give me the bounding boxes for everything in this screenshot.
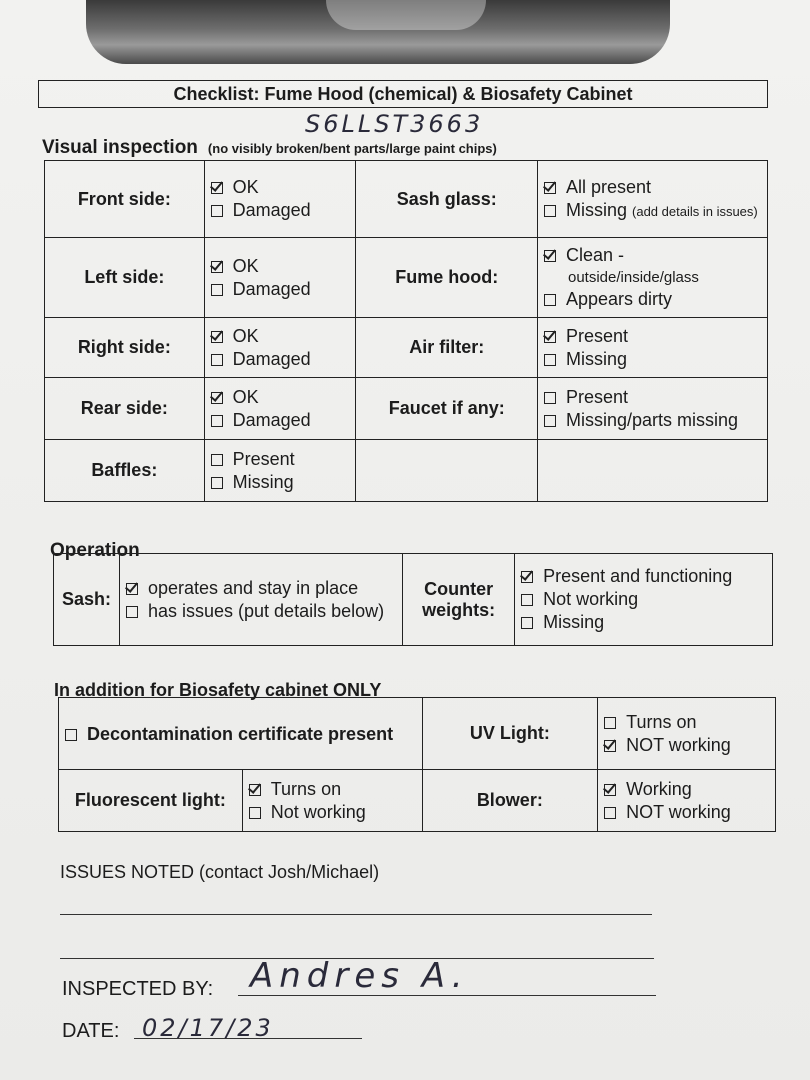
blower-not-working-option[interactable]: NOT working	[604, 801, 769, 824]
sash-glass-label: Sash glass:	[356, 161, 538, 238]
uv-turns-on-option[interactable]: Turns on	[604, 711, 769, 734]
blower-label: Blower:	[422, 770, 598, 832]
visual-inspection-note: (no visibly broken/bent parts/large paint chips)	[207, 141, 497, 156]
checkbox-checked-icon[interactable]	[211, 182, 223, 194]
table-row	[59, 698, 776, 770]
biosafety-table	[58, 697, 776, 832]
checkbox-icon[interactable]	[211, 205, 223, 217]
table-row	[59, 770, 776, 832]
cw-missing-option[interactable]: Missing	[521, 611, 766, 634]
fl-turns-on-option[interactable]: Turns on	[249, 778, 416, 801]
checkbox-checked-icon[interactable]	[544, 182, 556, 194]
clipboard-clip	[86, 0, 670, 64]
checkbox-checked-icon[interactable]	[604, 740, 616, 752]
serial-number-handwritten: S6LLST3663	[305, 110, 484, 138]
checkbox-checked-icon[interactable]	[604, 784, 616, 796]
faucet-missing-option[interactable]: Missing/parts missing	[544, 409, 761, 432]
rear-ok-option[interactable]: OK	[211, 386, 350, 409]
checkbox-icon[interactable]	[249, 807, 261, 819]
checkbox-checked-icon[interactable]	[544, 331, 556, 343]
fume-hood-clean-option[interactable]: Clean -	[544, 244, 761, 267]
checkbox-icon[interactable]	[211, 354, 223, 366]
table-row	[45, 378, 768, 440]
checkbox-icon[interactable]	[65, 729, 77, 741]
right-damaged-option[interactable]: Damaged	[211, 348, 350, 371]
blower-working-option[interactable]: Working	[604, 778, 769, 801]
checkbox-icon[interactable]	[544, 205, 556, 217]
faucet-present-option[interactable]: Present	[544, 386, 761, 409]
baffles-present-option[interactable]: Present	[211, 448, 350, 471]
front-damaged-option[interactable]: Damaged	[211, 199, 350, 222]
front-ok-option[interactable]: OK	[211, 176, 350, 199]
decon-certificate-option[interactable]: Decontamination certificate present	[65, 722, 416, 746]
baffles-missing-option[interactable]: Missing	[211, 471, 350, 494]
air-filter-label: Air filter:	[356, 318, 538, 378]
visual-inspection-table	[44, 160, 768, 502]
checkbox-icon[interactable]	[211, 477, 223, 489]
sash-glass-missing-option[interactable]: Missing (add details in issues)	[544, 199, 761, 223]
empty-cell	[356, 440, 538, 502]
checkbox-icon[interactable]	[211, 284, 223, 296]
rear-damaged-option[interactable]: Damaged	[211, 409, 350, 432]
right-side-label: Right side:	[45, 318, 205, 378]
baffles-label: Baffles:	[45, 440, 205, 502]
inspector-signature: Andres A.	[250, 956, 469, 996]
sash-operates-option[interactable]: operates and stay in place	[126, 577, 396, 600]
checkbox-icon[interactable]	[521, 594, 533, 606]
sash-label: Sash:	[54, 554, 120, 646]
checkbox-icon[interactable]	[544, 392, 556, 404]
checkbox-checked-icon[interactable]	[521, 571, 533, 583]
uv-light-label: UV Light:	[422, 698, 598, 770]
checkbox-icon[interactable]	[544, 415, 556, 427]
counter-weights-label: Counter weights:	[403, 554, 515, 646]
operation-table	[53, 553, 773, 646]
table-row	[54, 554, 773, 646]
sash-glass-all-present-option[interactable]: All present	[544, 176, 761, 199]
checkbox-checked-icon[interactable]	[211, 392, 223, 404]
empty-cell	[537, 440, 767, 502]
cw-not-working-option[interactable]: Not working	[521, 588, 766, 611]
rear-side-label: Rear side:	[45, 378, 205, 440]
checkbox-checked-icon[interactable]	[126, 583, 138, 595]
checkbox-icon[interactable]	[211, 415, 223, 427]
issues-noted-label: ISSUES NOTED (contact Josh/Michael)	[60, 862, 380, 882]
checkbox-icon[interactable]	[126, 606, 138, 618]
date-label: DATE:	[62, 1020, 120, 1042]
checklist-title: Checklist: Fume Hood (chemical) & Biosafety Cabinet	[38, 80, 768, 108]
checkbox-icon[interactable]	[544, 294, 556, 306]
date-handwritten: 02/17/23	[142, 1014, 274, 1042]
right-ok-option[interactable]: OK	[211, 325, 350, 348]
front-side-label: Front side:	[45, 161, 205, 238]
fl-not-working-option[interactable]: Not working	[249, 801, 416, 824]
checkbox-checked-icon[interactable]	[249, 784, 261, 796]
left-side-label: Left side:	[45, 238, 205, 318]
checkbox-icon[interactable]	[521, 617, 533, 629]
checkbox-icon[interactable]	[544, 354, 556, 366]
uv-not-working-option[interactable]: NOT working	[604, 734, 769, 757]
left-ok-option[interactable]: OK	[211, 255, 350, 278]
air-filter-missing-option[interactable]: Missing	[544, 348, 761, 371]
checkbox-icon[interactable]	[604, 807, 616, 819]
issues-line-1[interactable]	[60, 914, 652, 915]
table-row	[45, 161, 768, 238]
fume-hood-label: Fume hood:	[356, 238, 538, 318]
fluorescent-light-label: Fluorescent light:	[59, 770, 243, 832]
table-row	[45, 238, 768, 318]
operation-heading: Operation	[50, 540, 140, 561]
faucet-label: Faucet if any:	[356, 378, 538, 440]
air-filter-present-option[interactable]: Present	[544, 325, 761, 348]
checkbox-icon[interactable]	[211, 454, 223, 466]
fume-hood-dirty-option[interactable]: Appears dirty	[544, 288, 761, 311]
sash-issues-option[interactable]: has issues (put details below)	[126, 600, 396, 623]
checkbox-icon[interactable]	[604, 717, 616, 729]
inspected-by-label: INSPECTED BY:	[62, 978, 214, 1000]
cw-present-option[interactable]: Present and functioning	[521, 565, 766, 588]
table-row	[45, 440, 768, 502]
biosafety-heading: In addition for Biosafety cabinet ONLY	[54, 680, 382, 700]
checkbox-checked-icon[interactable]	[544, 250, 556, 262]
left-damaged-option[interactable]: Damaged	[211, 278, 350, 301]
checkbox-checked-icon[interactable]	[211, 331, 223, 343]
visual-inspection-heading: Visual inspection (no visibly broken/bent parts/large paint chips)	[42, 137, 497, 158]
fume-hood-clean-note: outside/inside/glass	[567, 269, 699, 286]
checkbox-checked-icon[interactable]	[211, 261, 223, 273]
table-row	[45, 318, 768, 378]
